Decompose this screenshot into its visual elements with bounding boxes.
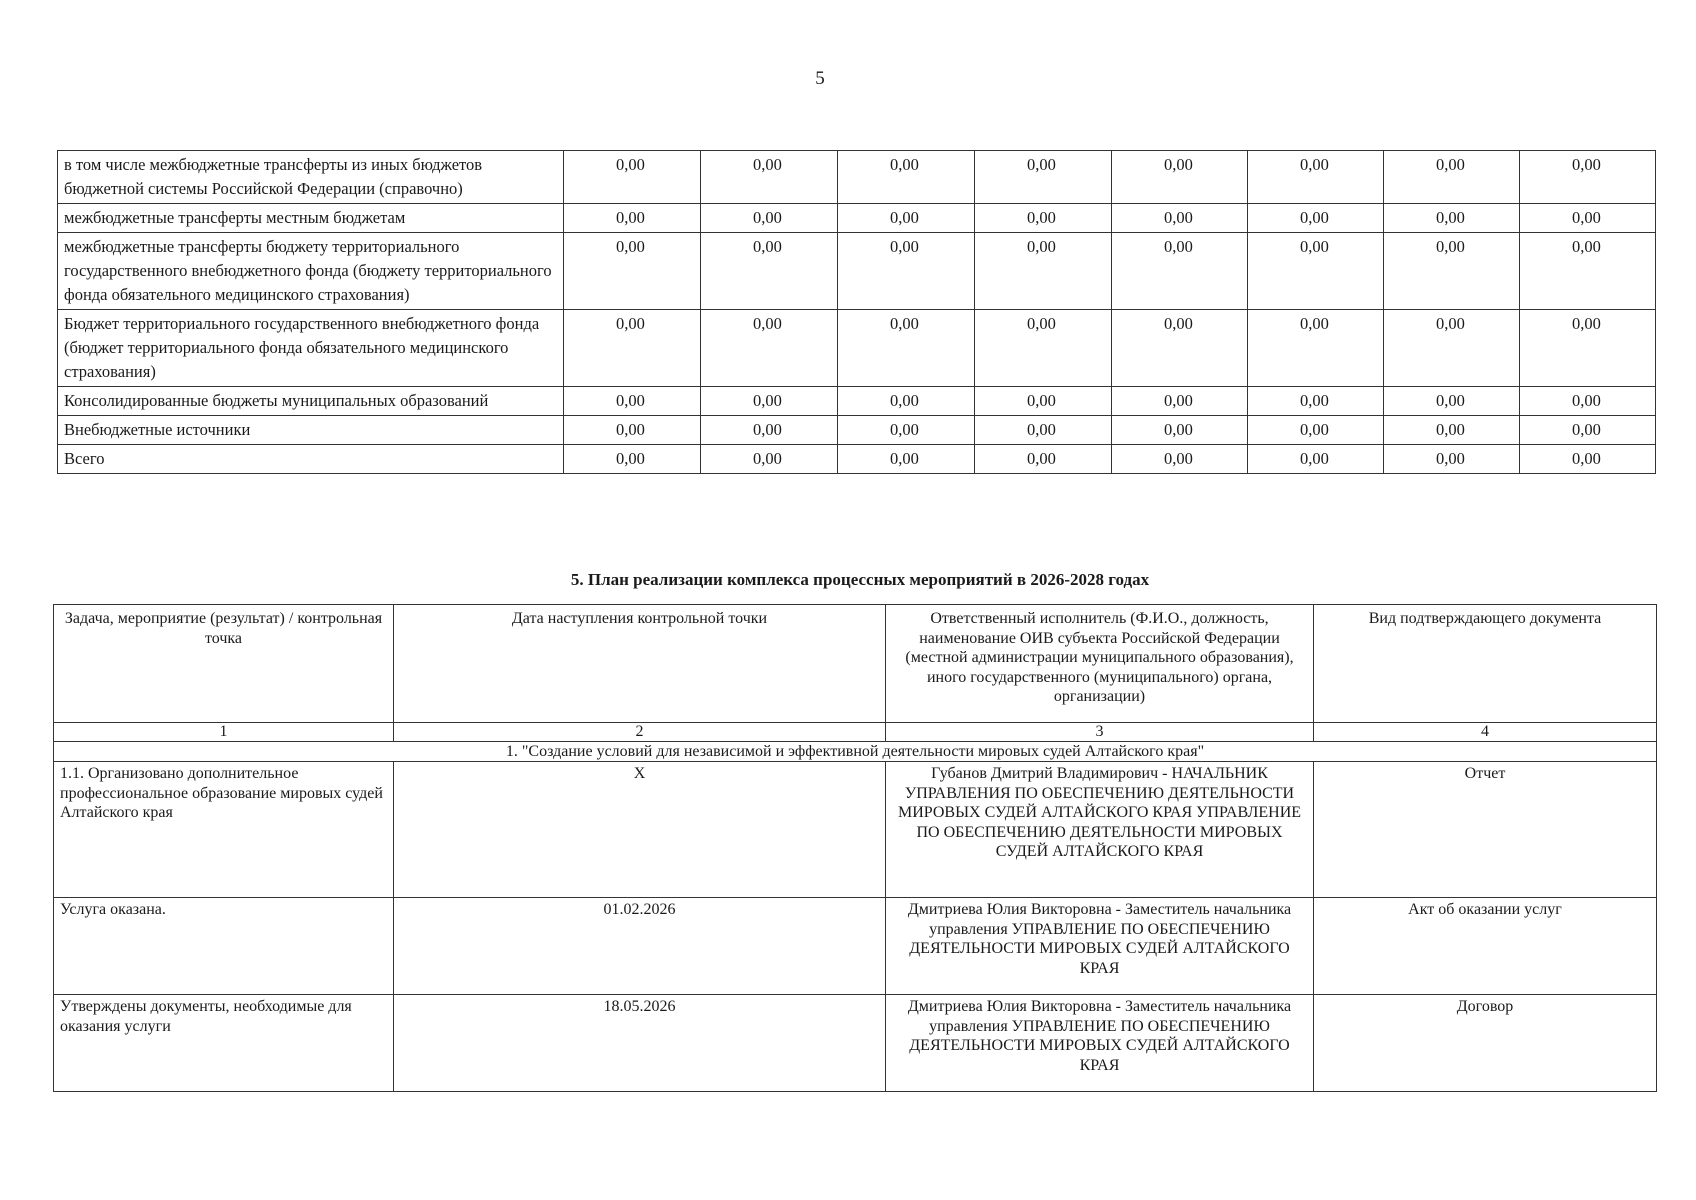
finance-value-cell: 0,00 bbox=[564, 416, 701, 445]
plan-responsible-cell: Губанов Дмитрий Владимирович - НАЧАЛЬНИК УПРАВЛЕНИЯ ПО ОБЕСПЕЧЕНИЮ ДЕЯТЕЛЬНОСТИ МИРОВЫХ СУДЕЙ АЛТАЙСКОГО КРАЯ УПРАВЛЕНИЕ ПО ОБЕСПЕЧЕНИЮ ДЕЯТЕЛЬНОСТИ МИРОВЫХ СУДЕЙ АЛТАЙСКОГО КРАЯ bbox=[886, 762, 1314, 898]
plan-row bbox=[54, 995, 1657, 1092]
task-title-row bbox=[54, 742, 1657, 762]
finance-value-cell: 0,00 bbox=[1112, 233, 1248, 310]
plan-responsible-cell: Дмитриева Юлия Викторовна - Заместитель начальника управления УПРАВЛЕНИЕ ПО ОБЕСПЕЧЕНИЮ ДЕЯТЕЛЬНОСТИ МИРОВЫХ СУДЕЙ АЛТАЙСКОГО КРАЯ bbox=[886, 898, 1314, 995]
finance-value-cell: 0,00 bbox=[1384, 151, 1520, 204]
column-number: 3 bbox=[886, 723, 1314, 742]
plan-responsible-cell: Дмитриева Юлия Викторовна - Заместитель начальника управления УПРАВЛЕНИЕ ПО ОБЕСПЕЧЕНИЮ ДЕЯТЕЛЬНОСТИ МИРОВЫХ СУДЕЙ АЛТАЙСКОГО КРАЯ bbox=[886, 995, 1314, 1092]
finance-value-cell: 0,00 bbox=[975, 387, 1112, 416]
plan-header-row bbox=[54, 605, 1657, 723]
finance-value-cell: 0,00 bbox=[975, 151, 1112, 204]
finance-row-label: межбюджетные трансферты бюджету территориального государственного внебюджетного фонда (бюджету территориального фонда обязательного медицинского страхования) bbox=[58, 233, 564, 310]
plan-task-cell: Услуга оказана. bbox=[54, 898, 394, 995]
plan-date-cell: 01.02.2026 bbox=[394, 898, 886, 995]
finance-value-cell: 0,00 bbox=[1520, 416, 1656, 445]
finance-value-cell: 0,00 bbox=[564, 151, 701, 204]
finance-row bbox=[58, 204, 1656, 233]
finance-table-body bbox=[58, 151, 1656, 474]
finance-value-cell: 0,00 bbox=[1248, 233, 1384, 310]
finance-value-cell: 0,00 bbox=[1520, 151, 1656, 204]
finance-value-cell: 0,00 bbox=[975, 204, 1112, 233]
task-title: 1. "Создание условий для независимой и эффективной деятельности мировых судей Алтайского края" bbox=[54, 742, 1657, 762]
finance-row bbox=[58, 233, 1656, 310]
finance-value-cell: 0,00 bbox=[838, 310, 975, 387]
finance-value-cell: 0,00 bbox=[1520, 204, 1656, 233]
finance-value-cell: 0,00 bbox=[1384, 387, 1520, 416]
finance-value-cell: 0,00 bbox=[1520, 310, 1656, 387]
finance-value-cell: 0,00 bbox=[564, 204, 701, 233]
finance-value-cell: 0,00 bbox=[838, 204, 975, 233]
finance-value-cell: 0,00 bbox=[1248, 151, 1384, 204]
plan-document-cell: Акт об оказании услуг bbox=[1314, 898, 1657, 995]
header-document: Вид подтверждающего документа bbox=[1314, 605, 1657, 723]
finance-row-label: в том числе межбюджетные трансферты из иных бюджетов бюджетной системы Российской Федерации (справочно) bbox=[58, 151, 564, 204]
finance-row-label: Внебюджетные источники bbox=[58, 416, 564, 445]
finance-value-cell: 0,00 bbox=[1112, 416, 1248, 445]
finance-row bbox=[58, 445, 1656, 474]
finance-value-cell: 0,00 bbox=[1384, 416, 1520, 445]
finance-value-cell: 0,00 bbox=[838, 416, 975, 445]
finance-value-cell: 0,00 bbox=[564, 310, 701, 387]
header-responsible: Ответственный исполнитель (Ф.И.О., должность, наименование ОИВ субъекта Российской Федерации (местной администрации муниципального образования), иного государственного (муниципального) органа, организации) bbox=[886, 605, 1314, 723]
plan-task-cell: 1.1. Организовано дополнительное профессиональное образование мировых судей Алтайского края bbox=[54, 762, 394, 898]
plan-row bbox=[54, 898, 1657, 995]
finance-table bbox=[57, 150, 1656, 474]
finance-value-cell: 0,00 bbox=[975, 416, 1112, 445]
finance-value-cell: 0,00 bbox=[701, 387, 838, 416]
finance-value-cell: 0,00 bbox=[701, 445, 838, 474]
header-date: Дата наступления контрольной точки bbox=[394, 605, 886, 723]
column-number: 4 bbox=[1314, 723, 1657, 742]
finance-value-cell: 0,00 bbox=[701, 416, 838, 445]
finance-value-cell: 0,00 bbox=[838, 151, 975, 204]
finance-value-cell: 0,00 bbox=[975, 310, 1112, 387]
finance-row-label: межбюджетные трансферты местным бюджетам bbox=[58, 204, 564, 233]
finance-row bbox=[58, 310, 1656, 387]
finance-value-cell: 0,00 bbox=[838, 445, 975, 474]
finance-value-cell: 0,00 bbox=[1384, 445, 1520, 474]
column-number-row bbox=[54, 723, 1657, 742]
plan-table bbox=[53, 604, 1657, 1092]
finance-row bbox=[58, 416, 1656, 445]
finance-row bbox=[58, 387, 1656, 416]
plan-row bbox=[54, 762, 1657, 898]
finance-value-cell: 0,00 bbox=[1112, 151, 1248, 204]
finance-value-cell: 0,00 bbox=[564, 233, 701, 310]
plan-task-cell: Утверждены документы, необходимые для оказания услуги bbox=[54, 995, 394, 1092]
finance-value-cell: 0,00 bbox=[1248, 416, 1384, 445]
finance-value-cell: 0,00 bbox=[1248, 204, 1384, 233]
plan-document-cell: Договор bbox=[1314, 995, 1657, 1092]
finance-value-cell: 0,00 bbox=[701, 204, 838, 233]
finance-value-cell: 0,00 bbox=[1384, 204, 1520, 233]
finance-value-cell: 0,00 bbox=[1112, 445, 1248, 474]
finance-value-cell: 0,00 bbox=[701, 233, 838, 310]
header-task: Задача, мероприятие (результат) / контрольная точка bbox=[54, 605, 394, 723]
finance-value-cell: 0,00 bbox=[701, 310, 838, 387]
finance-row-label: Консолидированные бюджеты муниципальных образований bbox=[58, 387, 564, 416]
finance-value-cell: 0,00 bbox=[975, 445, 1112, 474]
finance-value-cell: 0,00 bbox=[1248, 445, 1384, 474]
finance-value-cell: 0,00 bbox=[564, 445, 701, 474]
finance-value-cell: 0,00 bbox=[1112, 387, 1248, 416]
plan-date-cell: 18.05.2026 bbox=[394, 995, 886, 1092]
finance-value-cell: 0,00 bbox=[1112, 310, 1248, 387]
finance-value-cell: 0,00 bbox=[838, 233, 975, 310]
finance-value-cell: 0,00 bbox=[1248, 310, 1384, 387]
finance-row-label: Всего bbox=[58, 445, 564, 474]
finance-value-cell: 0,00 bbox=[1520, 445, 1656, 474]
finance-value-cell: 0,00 bbox=[975, 233, 1112, 310]
finance-value-cell: 0,00 bbox=[564, 387, 701, 416]
finance-row-label: Бюджет территориального государственного внебюджетного фонда (бюджет территориального фонда обязательного медицинского страхования) bbox=[58, 310, 564, 387]
finance-value-cell: 0,00 bbox=[1248, 387, 1384, 416]
plan-document-cell: Отчет bbox=[1314, 762, 1657, 898]
finance-value-cell: 0,00 bbox=[1384, 310, 1520, 387]
finance-value-cell: 0,00 bbox=[1520, 387, 1656, 416]
finance-value-cell: 0,00 bbox=[838, 387, 975, 416]
finance-value-cell: 0,00 bbox=[1520, 233, 1656, 310]
finance-value-cell: 0,00 bbox=[701, 151, 838, 204]
column-number: 2 bbox=[394, 723, 886, 742]
page-number: 5 bbox=[815, 68, 825, 89]
column-number: 1 bbox=[54, 723, 394, 742]
plan-date-cell: X bbox=[394, 762, 886, 898]
section-title: 5. План реализации комплекса процессных мероприятий в 2026-2028 годах bbox=[570, 570, 1150, 589]
finance-value-cell: 0,00 bbox=[1112, 204, 1248, 233]
finance-value-cell: 0,00 bbox=[1384, 233, 1520, 310]
finance-row bbox=[58, 151, 1656, 204]
